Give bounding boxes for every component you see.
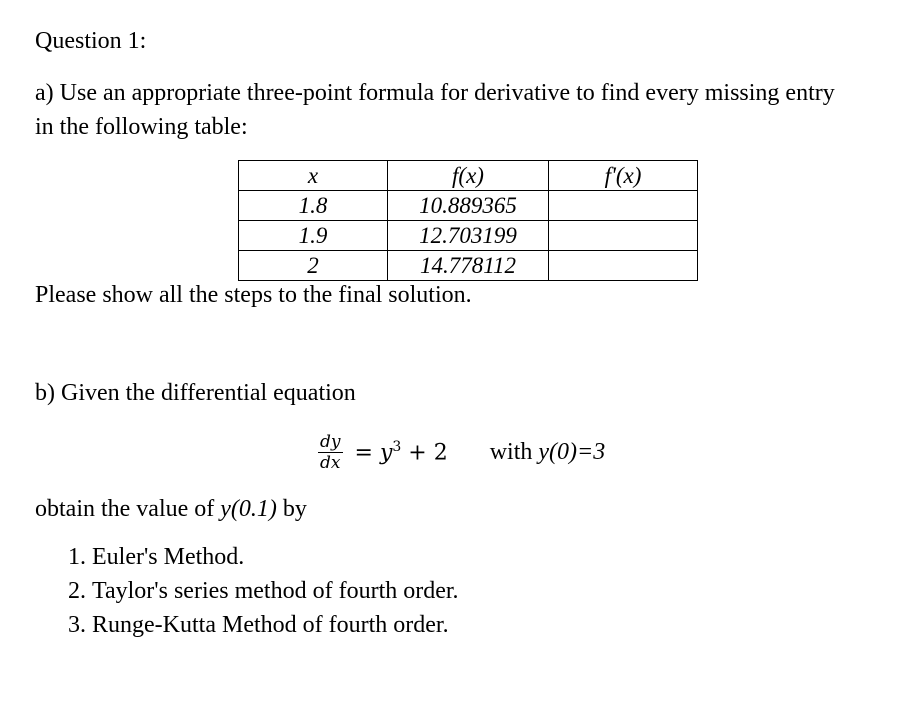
condition-prefix: with	[489, 439, 539, 465]
table-row	[239, 191, 698, 221]
rhs-exponent: 3	[392, 439, 402, 456]
cell-x: 1.8	[239, 191, 388, 221]
question-title: Question 1:	[35, 28, 147, 54]
part-a-prompt: a) Use an appropriate three-point formula for derivative to find every missing entry in the following table:	[35, 80, 835, 140]
header-fx: f(x)	[388, 161, 549, 191]
derivative-fraction	[318, 432, 343, 473]
derivative-table	[238, 160, 698, 281]
obtain-line	[35, 496, 307, 523]
cell-x: 1.9	[239, 221, 388, 251]
rhs-variable: y	[379, 440, 393, 466]
cell-fprime	[549, 191, 698, 221]
obtain-suffix: by	[276, 496, 307, 522]
table-row	[239, 251, 698, 281]
cell-fx: 12.703199	[388, 221, 549, 251]
differential-equation	[318, 432, 605, 473]
fraction-denominator: dx	[320, 453, 341, 473]
equation-rhs: = $y^3 + 2$	[354, 439, 448, 466]
table-header-row	[239, 161, 698, 191]
steps-instruction: Please show all the steps to the final solution.	[35, 282, 472, 308]
cell-fx: 14.778112	[388, 251, 549, 281]
fraction-numerator: dy	[320, 432, 341, 452]
initial-condition	[490, 439, 606, 466]
part-b-intro: b) Given the differential equation	[35, 380, 356, 406]
obtain-target: y(0.1)	[220, 496, 277, 522]
list-item: 2. Taylor's series method of fourth order.	[92, 574, 459, 608]
table-row	[239, 221, 698, 251]
header-x: x	[239, 161, 388, 191]
cell-fx: 10.889365	[388, 191, 549, 221]
condition-value: y(0)=3	[538, 439, 606, 465]
rhs-constant: + 2	[401, 440, 448, 466]
list-item: 1. Euler's Method.	[92, 540, 459, 574]
methods-list	[35, 540, 459, 642]
header-fprime: f'(x)	[549, 161, 698, 191]
cell-x: 2	[239, 251, 388, 281]
obtain-prefix: obtain the value of	[35, 496, 221, 522]
cell-fprime	[549, 221, 698, 251]
cell-fprime	[549, 251, 698, 281]
list-item: 3. Runge-Kutta Method of fourth order.	[92, 608, 459, 642]
